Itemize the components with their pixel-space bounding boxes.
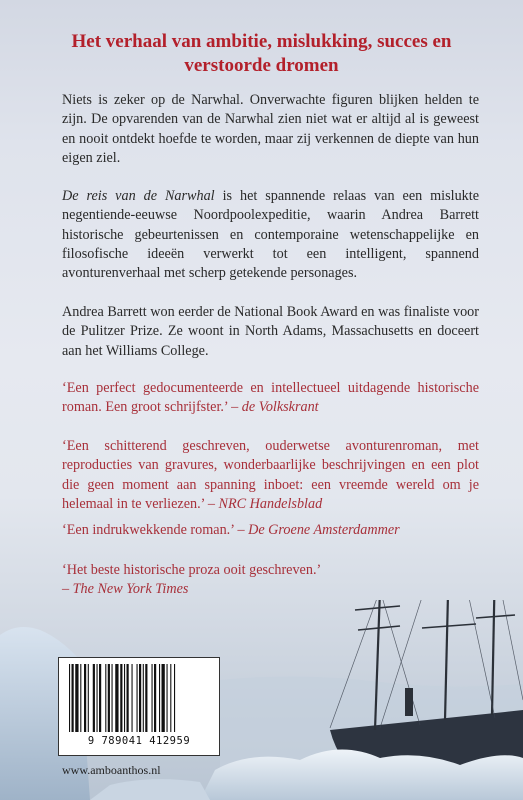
synopsis-paragraph: [62, 187, 479, 283]
quote-source: De Groene Amsterdammer: [248, 522, 400, 538]
quote-source: – The New York Times: [62, 581, 189, 598]
quote-text: ‘Een perfect gedocumenteerde en intellectueel uitdagende historische roman. Een groot schrijfster.’ –: [62, 380, 479, 416]
barcode-bars: [69, 664, 209, 734]
publisher-url: www.amboanthos.nl: [62, 763, 161, 777]
author-bio-paragraph: Andrea Barrett won eerder de National Book Award en was finaliste voor de Pulitzer Prize. Ze woont in North Adams, Massachusetts en doceert aan het Williams College.: [62, 304, 479, 359]
headline: Het verhaal van ambitie, mislukking, succes en verstoorde dromen: [71, 31, 452, 76]
review-quote-nyt: [62, 561, 352, 600]
intro-paragraph: Niets is zeker op de Narwhal. Onverwachte figuren blijken helden te zijn. De opvarenden van de Narwhal zien niet wat er altijd al is geweest en nooit ontdekt hoefde te worden, maar zij verkennen de diepte van hun eigen ziel.: [62, 92, 479, 166]
ice-floe-small: [90, 779, 210, 800]
review-quote-volkskrant: [62, 379, 479, 418]
review-quote-groene: [62, 521, 479, 540]
quote-text: ‘Het beste historische proza ooit geschreven.’: [62, 562, 322, 578]
book-title: De reis van de Narwhal: [62, 188, 215, 204]
quote-text: ‘Een schitterend geschreven, ouderwetse avonturenroman, met reproducties van gravures, wonderbaarlijke beschrijvingen en een plot die geen moment aan spanning inboet: een vreemde wereld om je helemaal in te verliezen.’ –: [62, 438, 479, 512]
isbn-number: 9 789041 412959: [87, 735, 191, 747]
review-quote-nrc: [62, 437, 479, 514]
synopsis-text: is het spannende relaas van een mislukte negentiende-eeuwse Noordpoolexpeditie, waarin Andrea Barrett historische gebeurtenissen en contemporaine wetenschappelijke en filosofische ideeën verwerkt tot een intelligent, spannend avonturenverhaal met scherp getekende personages.: [62, 188, 480, 282]
barcode: [58, 657, 220, 756]
quote-source: NRC Handelsblad: [218, 495, 323, 512]
quote-source: de Volkskrant: [241, 399, 319, 416]
ship-funnel: [405, 688, 413, 716]
quote-text: ‘Een indrukwekkende roman.’ –: [62, 522, 249, 538]
